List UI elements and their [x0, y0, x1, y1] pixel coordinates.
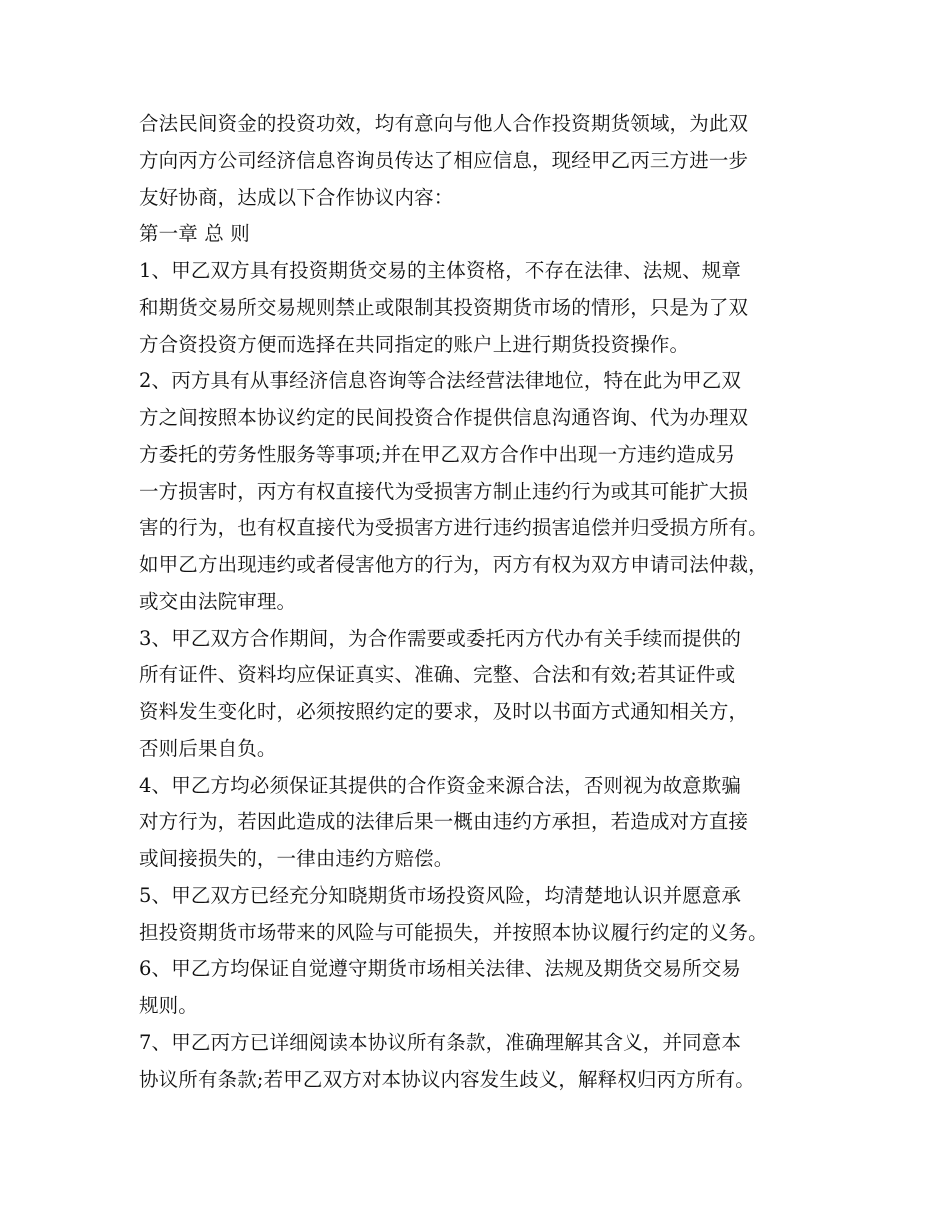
clause-4-start: 4、甲乙方均必须保证其提供的合作资金来源合法，否则视为故意欺骗: [139, 773, 742, 797]
text-line: 或交由法院审理。: [139, 589, 297, 613]
text-line: 规则。: [139, 994, 198, 1017]
clause-2-start: 2、丙方具有从事经济信息咨询等合法经营法律地位，特在此为甲乙双: [139, 369, 742, 393]
text-line: 担投资期货市场带来的风险与可能损失，并按照本协议履行约定的义务。: [139, 920, 768, 944]
text-line: 所有证件、资料均应保证真实、准确、完整、合法和有效;若其证件或: [139, 663, 736, 687]
text-line: 方向丙方公司经济信息咨询员传达了相应信息，现经甲乙丙三方进一步: [139, 148, 749, 172]
text-line: 对方行为，若因此造成的法律后果一概由违约方承担，若造成对方直接: [139, 810, 749, 834]
text-line: 方之间按照本协议约定的民间投资合作提供信息沟通咨询、代为办理双: [139, 406, 749, 429]
text-line: 一方损害时，丙方有权直接代为受损害方制止违约行为或其可能扩大损: [139, 479, 749, 503]
text-line: 资料发生变化时，必须按照约定的要求，及时以书面方式通知相关方，: [139, 700, 749, 723]
text-line: 方合资投资方便而选择在共同指定的账户上进行期货投资操作。: [139, 332, 690, 356]
clause-1-start: 1、甲乙双方具有投资期货交易的主体资格，不存在法律、法规、规章: [139, 259, 742, 282]
text-line: 和期货交易所交易规则禁止或限制其投资期货市场的情形，只是为了双: [139, 295, 749, 319]
text-line: 否则后果自负。: [139, 736, 277, 760]
document-body: [139, 106, 829, 1098]
clause-5-start: 5、甲乙双方已经充分知晓期货市场投资风险，均清楚地认识并愿意承: [139, 883, 742, 907]
text-line: 方委托的劳务性服务等事项;并在甲乙双方合作中出现一方违约造成另: [139, 442, 736, 466]
clause-6-start: 6、甲乙方均保证自觉遵守期货市场相关法律、法规及期货交易所交易: [139, 957, 742, 981]
text-line: 协议所有条款;若甲乙双方对本协议内容发生歧义，解释权归丙方所有。: [139, 1067, 755, 1091]
text-line: 如甲乙方出现违约或者侵害他方的行为，丙方有权为双方申请司法仲裁，: [139, 553, 768, 576]
text-line: 友好协商，达成以下合作协议内容：: [139, 185, 454, 209]
chapter-heading: 第一章 总 则: [139, 222, 250, 246]
text-line: 合法民间资金的投资功效，均有意向与他人合作投资期货领域，为此双: [139, 112, 749, 135]
text-line: 或间接损失的，一律由违约方赔偿。: [139, 847, 454, 870]
clause-3-start: 3、甲乙双方合作期间，为合作需要或委托丙方代办有关手续而提供的: [139, 626, 742, 650]
text-line: 害的行为，也有权直接代为受损害方进行违约损害追偿并归受损方所有。: [139, 516, 768, 540]
clause-7-start: 7、甲乙丙方已详细阅读本协议所有条款，准确理解其含义，并同意本: [139, 1030, 742, 1054]
